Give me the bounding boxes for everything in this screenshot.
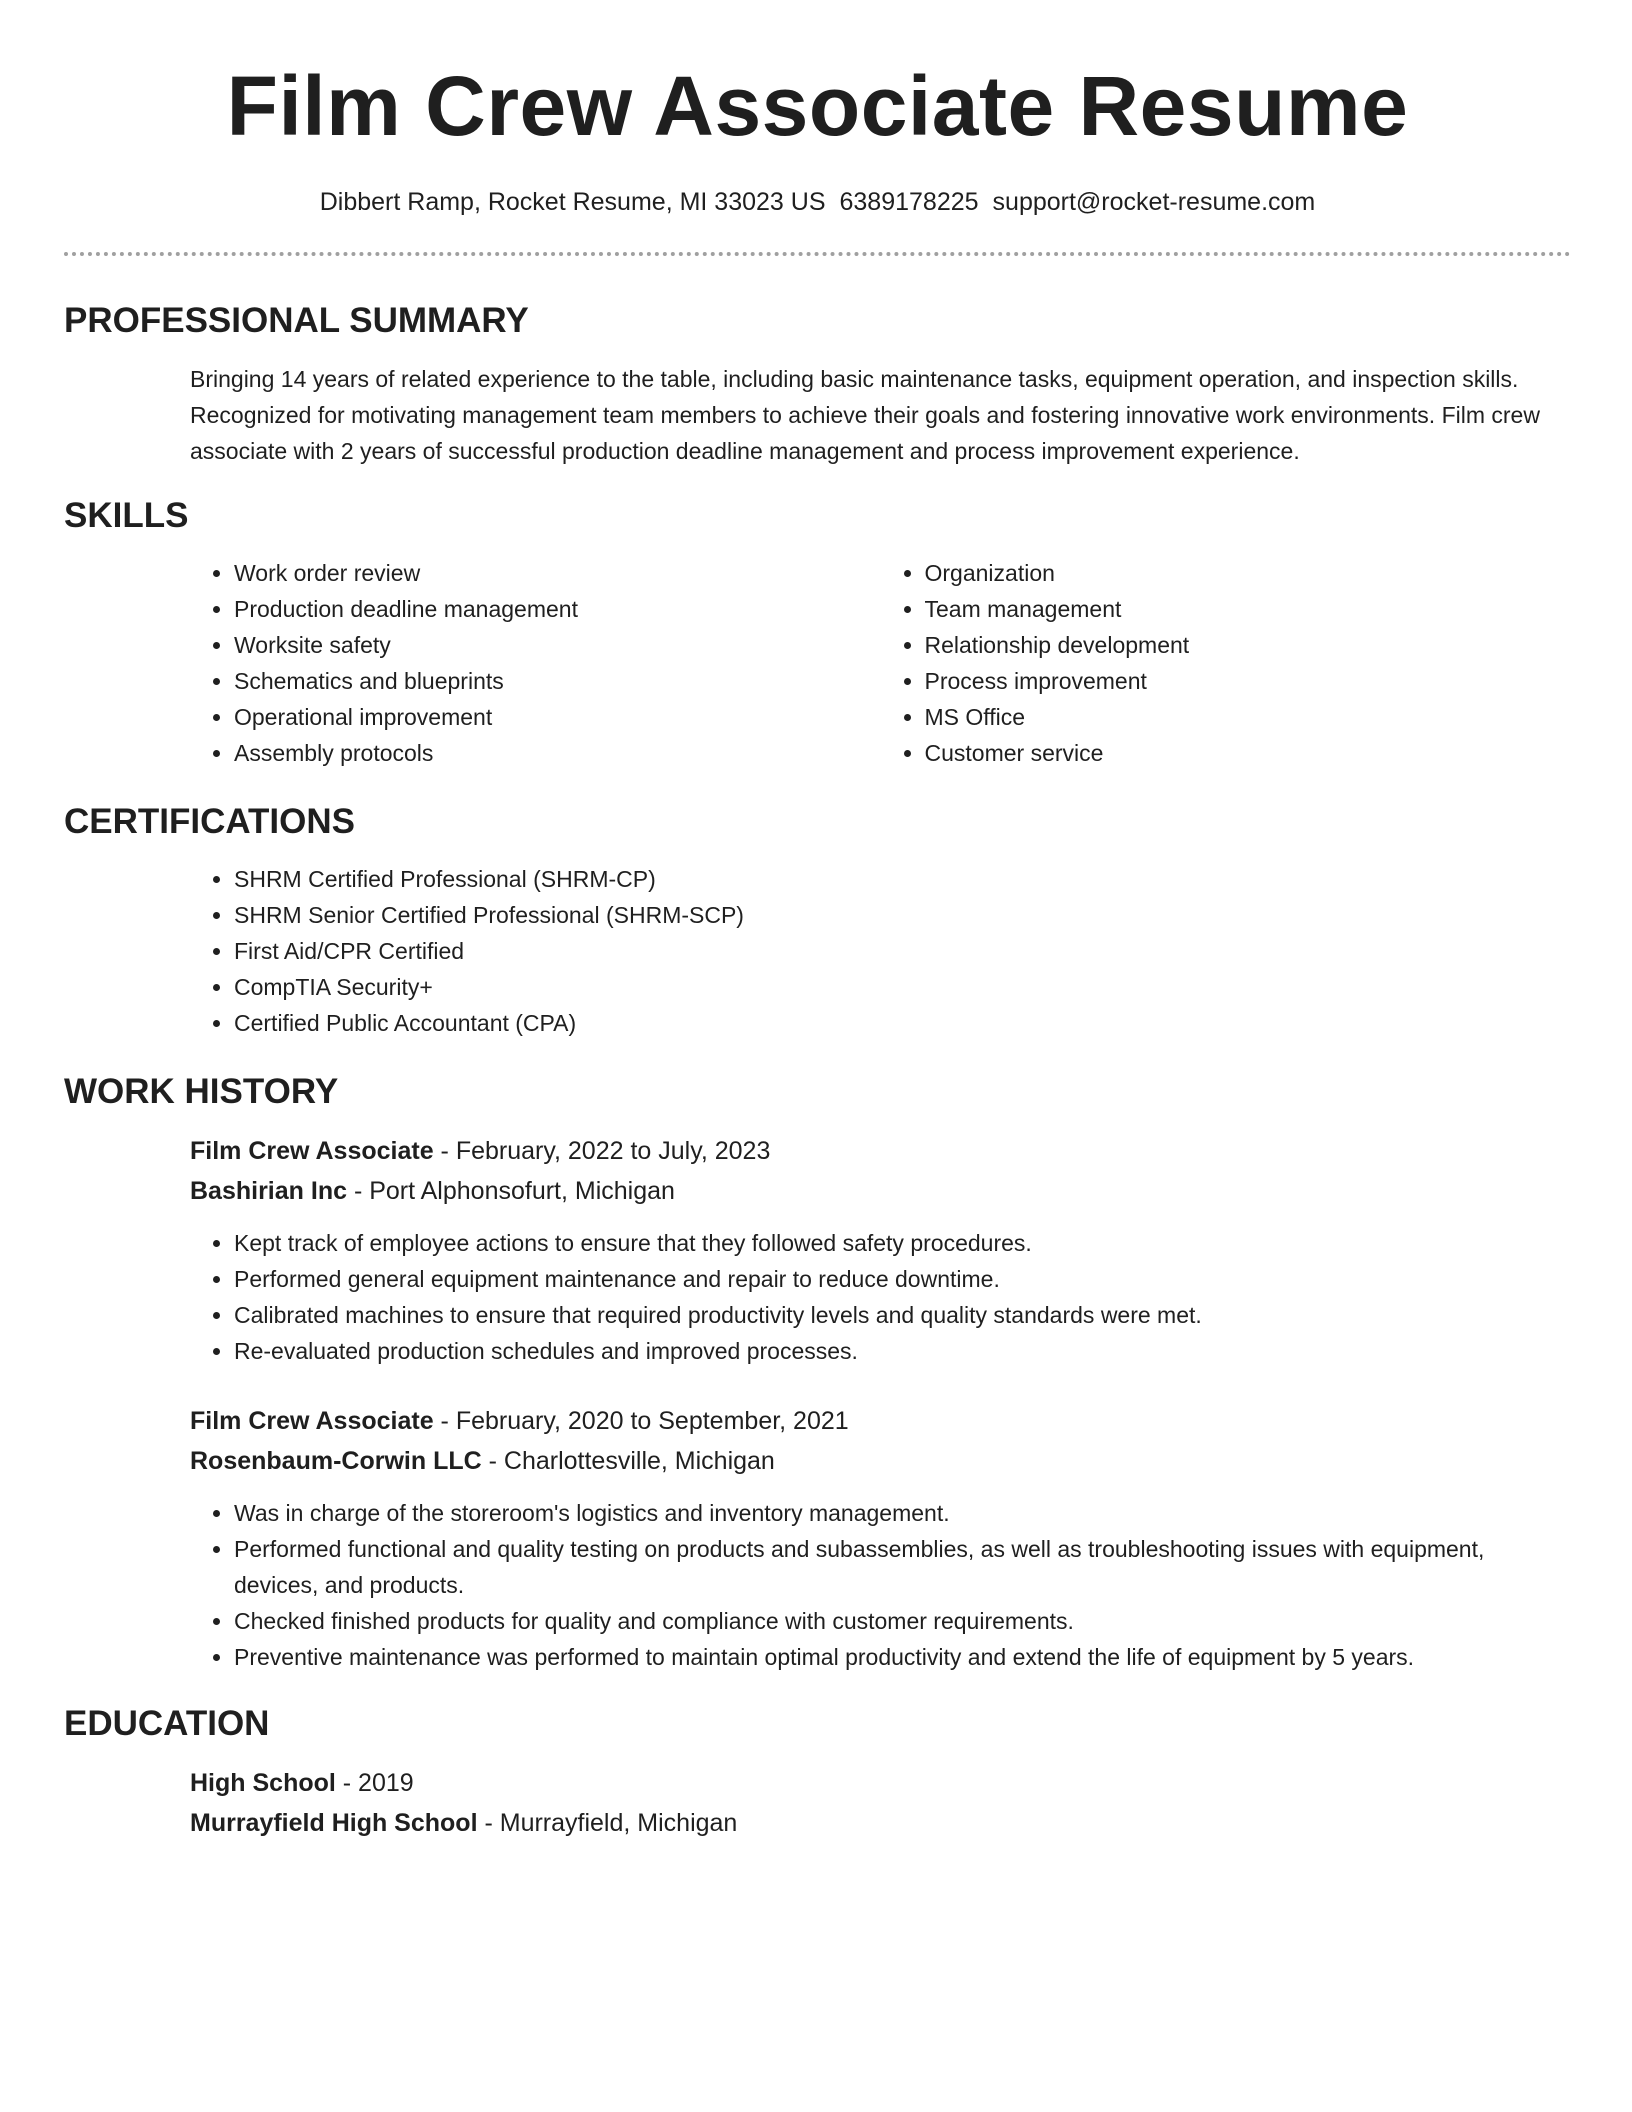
work-history-heading: WORK HISTORY xyxy=(64,1072,339,1111)
certification-item: • CompTIA Security+ xyxy=(234,969,1571,1005)
certifications-section xyxy=(64,801,1571,1041)
skill-item: • Operational improvement xyxy=(234,699,881,735)
certification-item: • First Aid/CPR Certified xyxy=(234,933,1571,969)
job-title-line xyxy=(190,1401,1571,1441)
job-company-line xyxy=(190,1171,1571,1211)
education-entry xyxy=(190,1763,1571,1843)
certification-item: • SHRM Senior Certified Professional (SHRM-SCP) xyxy=(234,897,1571,933)
education-section xyxy=(64,1703,1571,1843)
header-divider xyxy=(64,252,1571,256)
job-title: Film Crew Associate xyxy=(190,1407,434,1435)
skill-item: • Customer service xyxy=(925,735,1572,771)
skill-item: • Team management xyxy=(925,591,1572,627)
job-dates: - February, 2020 to September, 2021 xyxy=(433,1407,849,1435)
job-bullet: • Checked finished products for quality and compliance with customer requirements. xyxy=(234,1603,1571,1639)
skills-section xyxy=(64,495,1571,771)
contact-phone: 6389178225 xyxy=(839,188,979,216)
job-bullet: • Preventive maintenance was performed to maintain optimal productivity and extend the life of equipment by 5 years. xyxy=(234,1639,1571,1675)
skills-list-right xyxy=(881,555,1572,771)
certifications-list xyxy=(190,861,1571,1041)
job-company: Rosenbaum-Corwin LLC xyxy=(190,1447,482,1475)
contact-address: Dibbert Ramp, Rocket Resume, MI 33023 US xyxy=(319,188,826,216)
education-degree-line xyxy=(190,1763,1571,1803)
job-bullet: • Performed general equipment maintenance and repair to reduce downtime. xyxy=(234,1261,1571,1297)
job-location: - Charlottesville, Michigan xyxy=(481,1447,775,1475)
job-title: Film Crew Associate xyxy=(190,1137,434,1165)
skill-item: • Worksite safety xyxy=(234,627,881,663)
job-bullets xyxy=(190,1225,1571,1369)
certification-item: • SHRM Certified Professional (SHRM-CP) xyxy=(234,861,1571,897)
skill-item: • Organization xyxy=(925,555,1572,591)
education-year: - 2019 xyxy=(335,1769,414,1797)
job-bullets xyxy=(190,1495,1571,1675)
job-bullet: • Was in charge of the storeroom's logistics and inventory management. xyxy=(234,1495,1571,1531)
resume-title: Film Crew Associate Resume xyxy=(226,59,1409,153)
job-bullet: • Re-evaluated production schedules and improved processes. xyxy=(234,1333,1571,1369)
job-dates: - February, 2022 to July, 2023 xyxy=(433,1137,771,1165)
job-bullet: • Performed functional and quality testing on products and subassemblies, as well as troubleshooting issues with equipment, devices, and products. xyxy=(234,1531,1571,1603)
skills-list-left xyxy=(190,555,881,771)
education-heading: EDUCATION xyxy=(64,1704,270,1743)
job-entry xyxy=(190,1131,1571,1369)
resume-page xyxy=(64,0,1571,1843)
job-company: Bashirian Inc xyxy=(190,1177,347,1205)
skills-heading: SKILLS xyxy=(64,496,189,535)
job-company-line xyxy=(190,1441,1571,1481)
skills-columns xyxy=(190,555,1571,771)
education-location: - Murrayfield, Michigan xyxy=(477,1809,738,1837)
contact-email[interactable]: support@rocket-resume.com xyxy=(992,188,1316,216)
skill-item: • Process improvement xyxy=(925,663,1572,699)
education-school: Murrayfield High School xyxy=(190,1809,478,1837)
skill-item: • Assembly protocols xyxy=(234,735,881,771)
skill-item: • Schematics and blueprints xyxy=(234,663,881,699)
skill-item: • Relationship development xyxy=(925,627,1572,663)
skill-item: • MS Office xyxy=(925,699,1572,735)
job-location: - Port Alphonsofurt, Michigan xyxy=(347,1177,675,1205)
summary-section xyxy=(64,300,1571,469)
job-entry xyxy=(190,1401,1571,1675)
job-bullet: • Kept track of employee actions to ensure that they followed safety procedures. xyxy=(234,1225,1571,1261)
skill-item: • Work order review xyxy=(234,555,881,591)
certifications-heading: CERTIFICATIONS xyxy=(64,802,356,841)
summary-text: Bringing 14 years of related experience to the table, including basic maintenance tasks, equipment operation, and inspection skills. Recognized for motivating management team members to achieve their goals and fostering innovative work environments. Film crew associate with 2 years of successful production deadline management and process improvement experience. xyxy=(190,366,1540,464)
job-title-line xyxy=(190,1131,1571,1171)
certification-item: • Certified Public Accountant (CPA) xyxy=(234,1005,1571,1041)
skill-item: • Production deadline management xyxy=(234,591,881,627)
job-bullet: • Calibrated machines to ensure that required productivity levels and quality standards were met. xyxy=(234,1297,1571,1333)
education-degree: High School xyxy=(190,1769,336,1797)
education-school-line xyxy=(190,1803,1571,1843)
contact-line xyxy=(64,186,1571,218)
summary-heading: PROFESSIONAL SUMMARY xyxy=(64,301,529,340)
work-history-section xyxy=(64,1071,1571,1675)
